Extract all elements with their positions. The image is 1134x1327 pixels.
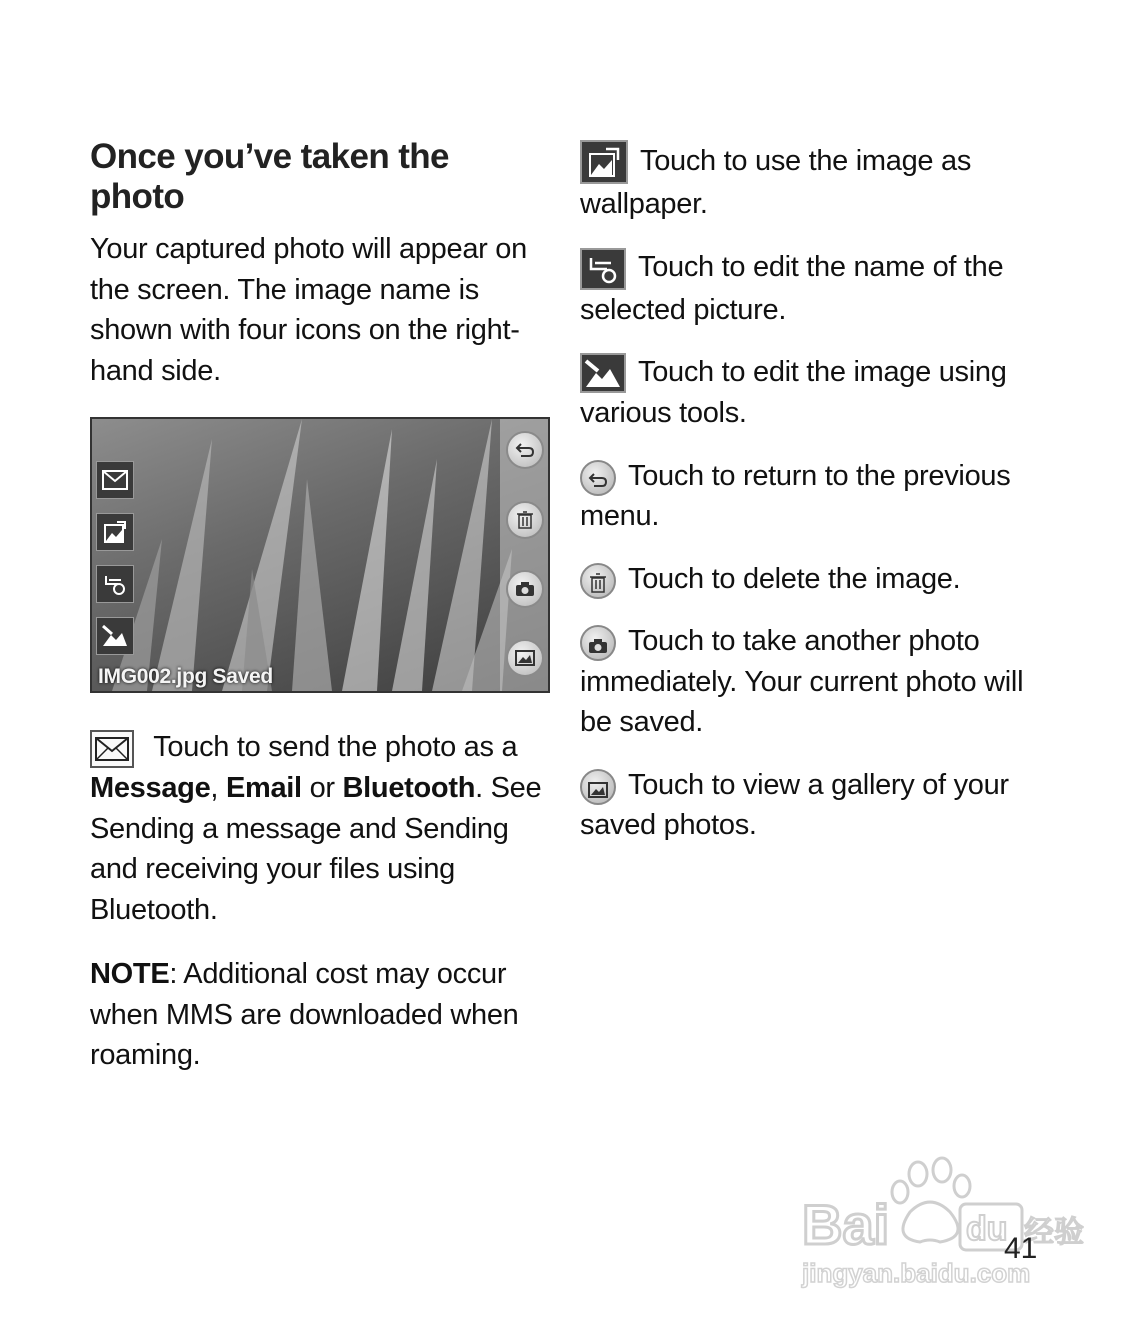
wallpaper-icon[interactable] xyxy=(96,513,134,551)
note-label: NOTE xyxy=(90,958,170,990)
svg-text:jingyan.baidu.com: jingyan.baidu.com xyxy=(802,1258,1031,1288)
camera-icon xyxy=(580,625,616,661)
camera-screenshot xyxy=(90,417,550,693)
intro-text: Your captured photo will appear on the screen. The image name is shown with four icons on the right-hand side. xyxy=(90,233,527,387)
baidu-jingyan-watermark xyxy=(800,1152,1084,1292)
section-heading: Once you’ve taken the photo xyxy=(90,137,449,216)
rename-icon xyxy=(580,248,626,290)
right-column xyxy=(580,140,1050,868)
screenshot-right-bar xyxy=(500,419,548,691)
gallery-icon[interactable] xyxy=(506,639,544,677)
grass-photo xyxy=(92,419,548,691)
delete-description: Touch to delete the image. xyxy=(580,559,1050,600)
gallery-description: Touch to view a gallery of your saved photos. xyxy=(580,768,1009,841)
envelope-icon xyxy=(90,730,134,768)
message-option: Message xyxy=(90,772,211,804)
note-text: : Additional cost may occur when MMS are downloaded when roaming. xyxy=(90,958,519,1071)
rename-icon[interactable] xyxy=(96,565,134,603)
camera-description: Touch to take another photo immediately. Your current photo will be saved. xyxy=(580,625,1024,738)
edit-image-description: Touch to edit the image using various tools. xyxy=(580,352,1050,434)
email-option: Email xyxy=(225,772,302,804)
camera-icon[interactable] xyxy=(506,570,544,608)
envelope-icon[interactable] xyxy=(96,461,134,499)
svg-text:Bai: Bai xyxy=(802,1193,890,1256)
svg-text:经验: 经验 xyxy=(1024,1215,1084,1250)
edit-image-icon[interactable] xyxy=(96,617,134,655)
wallpaper-icon xyxy=(580,140,628,184)
send-description: Touch to send the photo as a Message, Email or Bluetooth. See Sending a message and Sending and receiving your files using Bluetooth. xyxy=(90,731,542,926)
trash-icon xyxy=(580,563,616,599)
left-column xyxy=(90,137,550,1076)
rename-description: Touch to edit the name of the selected picture. xyxy=(580,247,1050,331)
edit-image-icon xyxy=(580,353,626,393)
wallpaper-description: Touch to use the image as wallpaper. xyxy=(580,140,1050,225)
back-icon[interactable] xyxy=(506,431,544,469)
image-saved-caption: IMG002.jpg Saved xyxy=(98,665,273,688)
bluetooth-option: Bluetooth xyxy=(342,772,476,804)
screenshot-left-icons xyxy=(96,461,134,669)
back-description: Touch to return to the previous menu. xyxy=(580,459,1011,532)
page-number: 41 xyxy=(1004,1232,1038,1265)
back-icon xyxy=(580,460,616,496)
trash-icon[interactable] xyxy=(506,501,544,539)
svg-text:du: du xyxy=(966,1210,1008,1248)
note-paragraph xyxy=(90,954,550,1076)
gallery-icon xyxy=(580,769,616,805)
